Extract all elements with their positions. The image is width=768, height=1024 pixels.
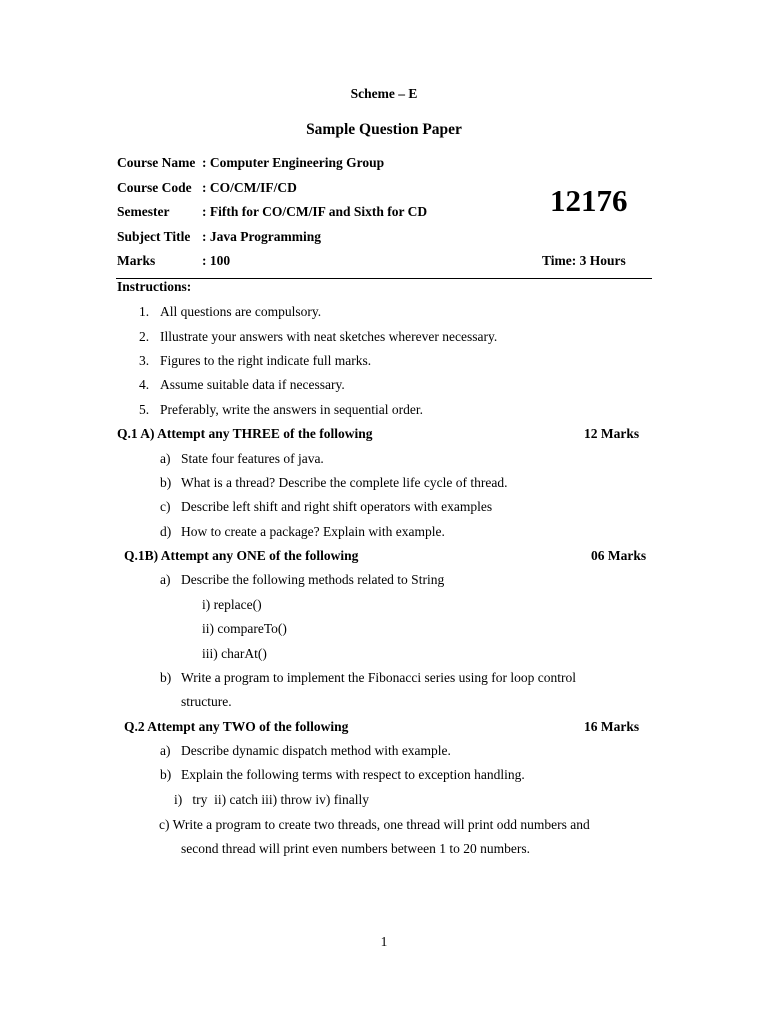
field-label-semester: Semester [117, 204, 170, 219]
instruction-number: 5. [139, 402, 150, 417]
field-label-course-name: Course Name [117, 155, 196, 170]
q1b-item-text: Describe the following methods related to String [181, 572, 445, 587]
instruction-text: Preferably, write the answers in sequential order. [160, 402, 424, 417]
q1a-item-letter: d) [160, 524, 172, 539]
field-value-marks: : 100 [202, 253, 231, 268]
field-value-course-code: : CO/CM/IF/CD [202, 180, 297, 195]
page-number: 1 [380, 934, 388, 949]
q2-item-letter: b) [160, 767, 172, 782]
q1a-item-letter: b) [160, 475, 172, 490]
instruction-number: 4. [139, 377, 150, 392]
instruction-number: 2. [139, 329, 150, 344]
field-value-subject-title: : Java Programming [202, 229, 321, 244]
q1a-marks: 12 Marks [584, 426, 640, 441]
q2-item-letter: a) [160, 743, 171, 758]
q1a-item-text: What is a thread? Describe the complete life cycle of thread. [181, 475, 508, 490]
instruction-number: 1. [139, 304, 150, 319]
time-label: Time: 3 Hours [542, 253, 626, 268]
q1b-sub-item: i) replace() [202, 597, 262, 612]
instruction-number: 3. [139, 353, 150, 368]
instruction-text: Assume suitable data if necessary. [160, 377, 345, 392]
q1b-marks: 06 Marks [591, 548, 647, 563]
q1b-sub-item: ii) compareTo() [202, 621, 287, 636]
q2-item-text-continued: second thread will print even numbers between 1 to 20 numbers. [181, 841, 531, 856]
q1b-item-text-continued: structure. [181, 694, 232, 709]
q2-item-text: Explain the following terms with respect to exception handling. [181, 767, 525, 782]
q2-item-text: Describe dynamic dispatch method with example. [181, 743, 451, 758]
q2-marks: 16 Marks [584, 719, 640, 734]
instruction-text: All questions are compulsory. [160, 304, 322, 319]
field-value-course-name: : Computer Engineering Group [202, 155, 385, 170]
q2-heading: Q.2 Attempt any TWO of the following [124, 719, 349, 734]
q1b-item-letter: b) [160, 670, 172, 685]
scheme-label: Scheme – E [350, 86, 418, 101]
q1b-heading: Q.1B) Attempt any ONE of the following [124, 548, 359, 563]
q1a-item-letter: a) [160, 451, 171, 466]
q1b-item-text: Write a program to implement the Fibonacci series using for loop control [181, 670, 576, 685]
q1b-item-letter: a) [160, 572, 171, 587]
field-label-subject-title: Subject Title [117, 229, 191, 244]
instruction-text: Figures to the right indicate full marks. [160, 353, 372, 368]
instruction-text: Illustrate your answers with neat sketches wherever necessary. [160, 329, 498, 344]
q1a-heading: Q.1 A) Attempt any THREE of the following [117, 426, 373, 441]
q1a-item-text: How to create a package? Explain with example. [181, 524, 445, 539]
paper-code: 12176 [550, 183, 628, 218]
q1b-sub-item: iii) charAt() [202, 646, 267, 661]
field-label-marks: Marks [117, 253, 156, 268]
field-value-semester: : Fifth for CO/CM/IF and Sixth for CD [202, 204, 428, 219]
q1a-item-text: Describe left shift and right shift operators with examples [181, 499, 493, 514]
q1a-item-letter: c) [160, 499, 171, 514]
paper-title: Sample Question Paper [306, 121, 462, 138]
field-label-course-code: Course Code [117, 180, 192, 195]
header-divider [116, 278, 652, 279]
q1a-item-text: State four features of java. [181, 451, 324, 466]
instructions-heading: Instructions: [117, 279, 192, 294]
q2-item-text: c) Write a program to create two threads, one thread will print odd numbers and [159, 817, 590, 832]
q2-b-sub-items: i) try ii) catch iii) throw iv) finally [174, 792, 369, 807]
